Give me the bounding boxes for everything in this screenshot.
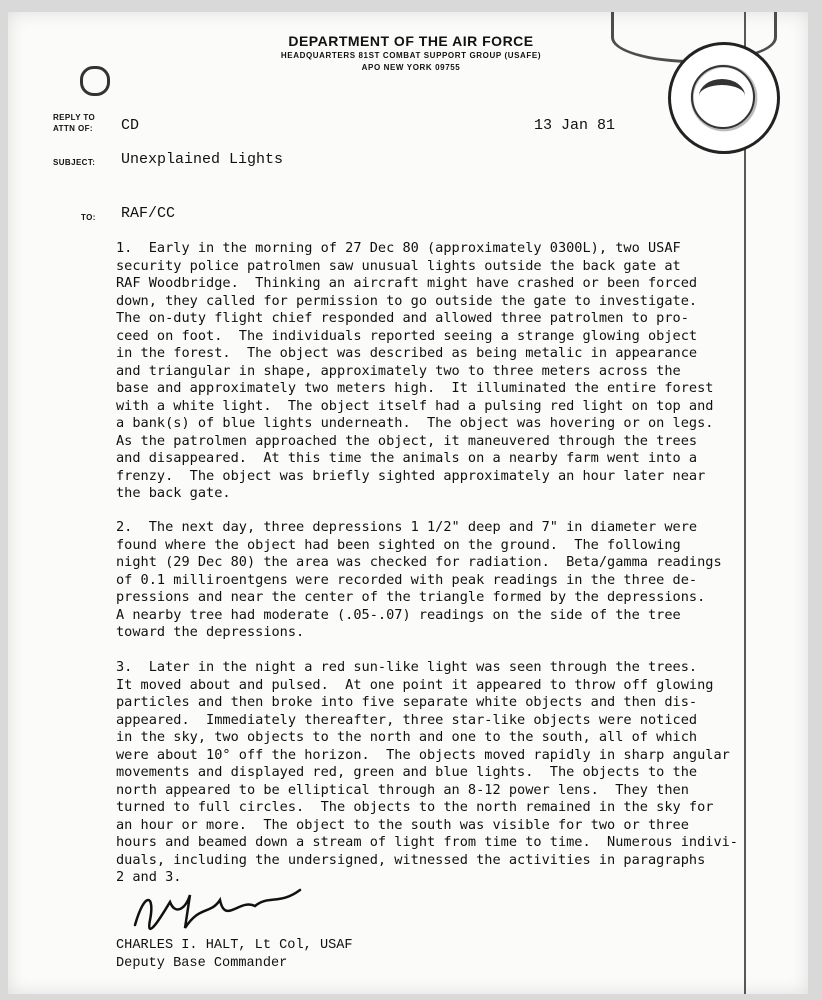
apo-line: APO NEW YORK 09755: [361, 63, 461, 72]
body-line: and triangular in shape, approximately two to three meters across the: [116, 362, 681, 379]
body-line: duals, including the undersigned, witnessed the activities in paragraphs: [116, 851, 706, 868]
body-line: 2 and 3.: [116, 869, 182, 885]
to-value: RAF/CC: [121, 205, 176, 222]
body-line: The on-duty flight chief responded and allowed three patrolmen to pro-: [116, 310, 689, 326]
body-line: 2. The next day, three depressions 1 1/2" deep and 7" in diameter were: [116, 519, 698, 535]
body-line: an hour or more. The object to the south was visible for two or three: [116, 816, 689, 833]
body-line: 3. Later in the night a red sun-like light was seen through the trees.: [116, 659, 698, 675]
eagle-icon: [699, 79, 745, 113]
body-line: particles and then broke into five separate white objects and then dis-: [116, 694, 698, 710]
body-line: in the sky, two objects to the north and one to the south, all of which: [116, 729, 698, 745]
body-line: a bank(s) of blue lights underneath. The object was hovering or on legs.: [116, 415, 714, 431]
headquarters-line: HEADQUARTERS 81ST COMBAT SUPPORT GROUP (USAFE): [280, 51, 542, 60]
body-line: ceed on foot. The individuals reported seeing a strange glowing object: [116, 327, 698, 344]
body-line: As the patrolmen approached the object, it maneuvered through the trees: [116, 432, 698, 449]
body-line: It moved about and pulsed. At one point it appeared to throw off glowing: [116, 676, 714, 693]
body-line: 1. Early in the morning of 27 Dec 80 (approximately 0300L), two USAF: [116, 240, 681, 256]
body-line: and disappeared. At this time the animals on a nearby farm went into a: [116, 450, 698, 466]
subject-value: Unexplained Lights: [121, 151, 284, 168]
subject-label: SUBJECT:: [53, 158, 96, 167]
body-line: were about 10° off the horizon. The objects moved rapidly in sharp angular: [116, 746, 730, 763]
body-line: down, they called for permission to go outside the gate to investigate.: [116, 292, 698, 309]
memo-date: 13 Jan 81: [534, 117, 616, 134]
body-line: the back gate.: [116, 485, 231, 501]
body-line: night (29 Dec 80) the area was checked for radiation. Beta/gamma readings: [116, 554, 722, 570]
signer-title: Deputy Base Commander: [116, 956, 288, 971]
body-line: toward the depressions.: [116, 624, 305, 640]
body-line: in the forest. The object was described as being metalic in appearance: [116, 345, 698, 361]
paragraph-3: [116, 659, 746, 887]
body-line: found where the object had been sighted on the ground. The following: [116, 536, 681, 553]
body-line: A nearby tree had moderate (.05-.07) readings on the side of the tree: [116, 606, 681, 623]
body-line: with a white light. The object itself had a pulsing red light on top and: [116, 397, 714, 414]
body-line: pressions and near the center of the triangle formed by the depressions.: [116, 589, 706, 605]
to-label: TO:: [81, 213, 96, 222]
body-line: security police patrolmen saw unusual lights outside the back gate at: [116, 257, 681, 274]
signer-name: CHARLES I. HALT, Lt Col, USAF: [116, 938, 353, 953]
body-line: turned to full circles. The objects to the north remained in the sky for: [116, 799, 714, 815]
handwritten-signature-icon: [130, 880, 310, 940]
body-line: movements and displayed red, green and blue lights. The objects to the: [116, 764, 698, 780]
body-line: base and approximately two meters high. It illuminated the entire forest: [116, 380, 714, 396]
body-line: of 0.1 milliroentgens were recorded with peak readings in the three de-: [116, 571, 698, 588]
reply-label-1: REPLY TO: [53, 113, 96, 122]
paragraph-2: [116, 519, 746, 642]
body-line: frenzy. The object was briefly sighted approximately an hour later near: [116, 467, 706, 484]
body-line: RAF Woodbridge. Thinking an aircraft might have crashed or been forced: [116, 275, 698, 291]
body-line: north appeared to be elliptical through an 8-12 power lens. They then: [116, 781, 689, 798]
body-line: hours and beamed down a stream of light from time to time. Numerous indivi-: [116, 834, 738, 850]
body-line: appeared. Immediately thereafter, three star-like objects were noticed: [116, 711, 698, 728]
reply-value: CD: [121, 117, 140, 134]
paragraph-1: [116, 240, 746, 503]
reply-label-2: ATTN OF:: [53, 124, 93, 133]
department-title: DEPARTMENT OF THE AIR FORCE: [288, 33, 534, 49]
